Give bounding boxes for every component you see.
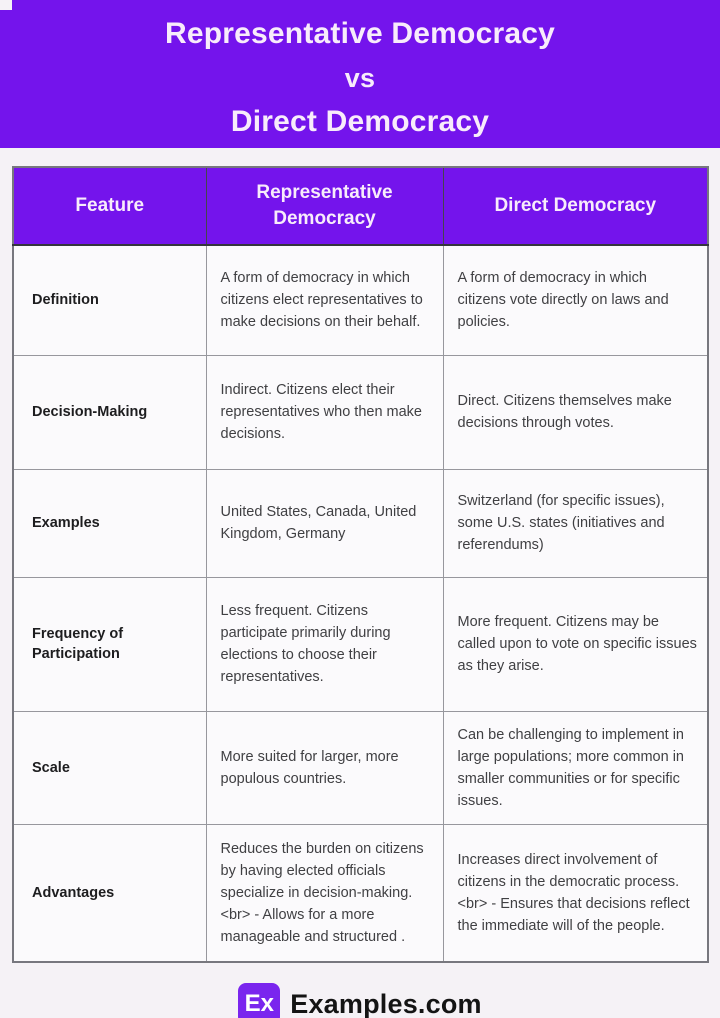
representative-cell: Less frequent. Citizens participate primarily during elections to choose their representatives.	[206, 577, 443, 711]
feature-label: Frequency of Participation	[13, 577, 206, 711]
examples-logo-icon: Ex	[238, 983, 280, 1018]
table-row-advantages	[13, 824, 708, 962]
page-title-line1: Representative Democracy	[165, 17, 555, 50]
table-row-examples	[13, 469, 708, 577]
direct-cell: More frequent. Citizens may be called upon to vote on specific issues as they arise.	[443, 577, 708, 711]
comparison-table	[12, 166, 709, 963]
direct-cell: A form of democracy in which citizens vote directly on laws and policies.	[443, 245, 708, 355]
comparison-table-container	[12, 166, 707, 963]
direct-cell: Direct. Citizens themselves make decisions through votes.	[443, 355, 708, 469]
table-row-decision-making	[13, 355, 708, 469]
examples-logo-text: Examples.com	[290, 988, 482, 1018]
representative-cell: More suited for larger, more populous countries.	[206, 711, 443, 824]
feature-label: Definition	[13, 245, 206, 355]
feature-label: Scale	[13, 711, 206, 824]
feature-label: Examples	[13, 469, 206, 577]
banner-corner-notch	[0, 0, 12, 10]
title-banner	[0, 0, 720, 148]
table-row-frequency-of-participation	[13, 577, 708, 711]
representative-cell: Indirect. Citizens elect their representatives who then make decisions.	[206, 355, 443, 469]
table-row-scale	[13, 711, 708, 824]
feature-label: Advantages	[13, 824, 206, 962]
direct-cell: Increases direct involvement of citizens in the democratic process. <br> - Ensures that decisions reflect the immediate will of the people.	[443, 824, 708, 962]
column-header-direct-democracy: Direct Democracy	[443, 167, 708, 245]
footer-logo	[0, 963, 720, 1018]
representative-cell: Reduces the burden on citizens by having elected officials specialize in decision-making. <br> - Allows for a more manageable and structured .	[206, 824, 443, 962]
table-row-definition	[13, 245, 708, 355]
page-title-line2: Direct Democracy	[230, 105, 490, 138]
column-header-feature: Feature	[13, 167, 206, 245]
representative-cell: A form of democracy in which citizens elect representatives to make decisions on their behalf.	[206, 245, 443, 355]
feature-label: Decision-Making	[13, 355, 206, 469]
column-header-representative-democracy: Representative Democracy	[206, 167, 443, 245]
direct-cell: Switzerland (for specific issues), some U.S. states (initiatives and referendums)	[443, 469, 708, 577]
direct-cell: Can be challenging to implement in large populations; more common in smaller communities or for specific issues.	[443, 711, 708, 824]
table-header-row	[13, 167, 708, 245]
representative-cell: United States, Canada, United Kingdom, Germany	[206, 469, 443, 577]
page-title-vs: vs	[344, 63, 376, 93]
